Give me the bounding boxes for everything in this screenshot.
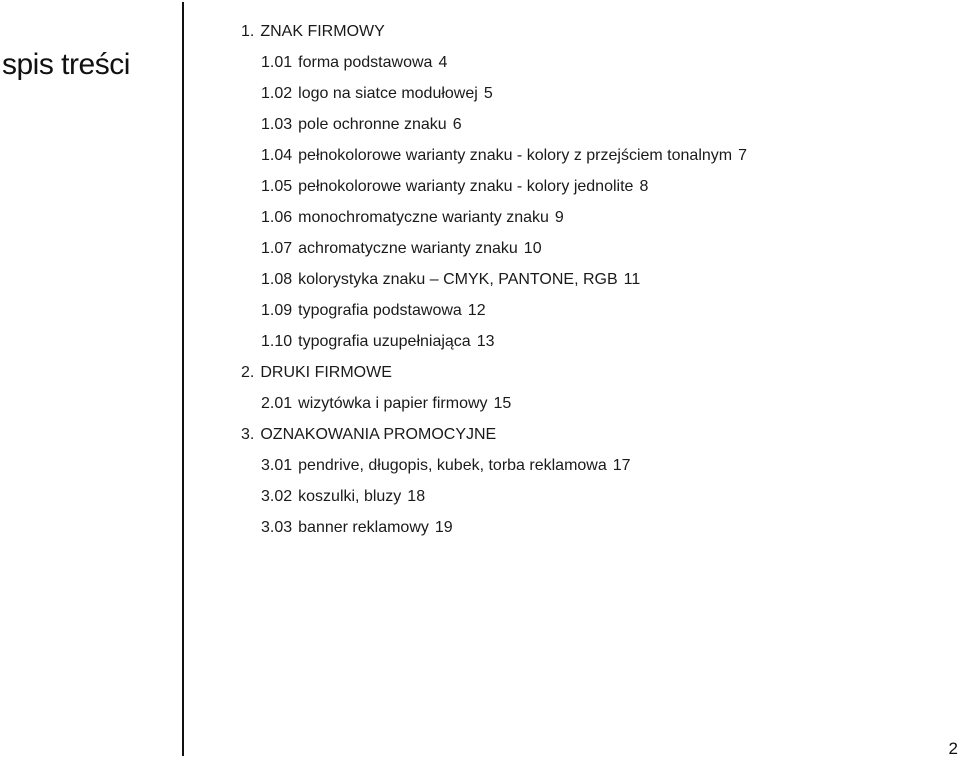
toc-label: pendrive, długopis, kubek, torba reklamowa [298,457,607,474]
toc-label: achromatyczne warianty znaku [298,240,518,257]
toc-page: 10 [523,240,542,257]
toc-label: monochromatyczne warianty znaku [298,209,549,226]
toc-number: 1.09 [261,302,293,319]
toc-entry [261,457,631,475]
toc-label: pole ochronne znaku [298,116,447,133]
toc-number: 3. [241,426,255,443]
toc-page: 11 [623,271,641,288]
toc-entry [261,333,495,351]
toc-entry [261,302,486,320]
toc-entry [261,85,493,103]
toc-label: forma podstawowa [298,54,433,71]
toc-page: 19 [434,519,453,536]
toc-label: koszulki, bluzy [298,488,402,505]
toc-section [241,23,385,41]
toc-label: kolorystyka znaku – CMYK, PANTONE, RGB [298,271,618,288]
toc-entry [261,178,648,196]
toc-label: typografia uzupełniająca [298,333,471,350]
toc-number: 1.01 [261,54,293,71]
toc-number: 1.02 [261,85,293,102]
toc-number: 1.10 [261,333,293,350]
toc-label: wizytówka i papier firmowy [298,395,488,412]
toc-number: 2.01 [261,395,293,412]
toc-number: 1.07 [261,240,293,257]
toc-label: ZNAK FIRMOWY [260,23,385,40]
toc-page: 6 [452,116,462,133]
toc-label: logo na siatce modułowej [298,85,478,102]
toc-number: 3.03 [261,519,293,536]
toc-entry [261,116,462,134]
toc-page: 9 [554,209,564,226]
toc-number: 1.04 [261,147,293,164]
toc-page: 17 [612,457,631,474]
toc-number: 1.05 [261,178,293,195]
toc-entry [261,395,511,413]
toc-number: 1.06 [261,209,293,226]
toc-label: DRUKI FIRMOWE [260,364,392,381]
toc-label: OZNAKOWANIA PROMOCYJNE [260,426,497,443]
toc-entry [261,488,425,506]
toc-label: pełnokolorowe warianty znaku - kolory z przejściem tonalnym [298,147,733,164]
toc-page: 15 [493,395,512,412]
toc-page: 8 [639,178,649,195]
page-number: 2 [948,739,958,758]
page-title: spis treści [2,48,130,82]
toc-section [241,364,392,382]
toc-label: typografia podstawowa [298,302,462,319]
toc-page: 13 [476,333,495,350]
toc-number: 3.02 [261,488,293,505]
toc-page: 12 [467,302,486,319]
toc-number: 1.08 [261,271,293,288]
toc-page: 5 [483,85,493,102]
toc-entry [261,519,453,537]
toc-entry [261,209,564,227]
toc-number: 3.01 [261,457,293,474]
toc-page: 7 [738,147,748,164]
toc-section [241,426,496,444]
toc-label: banner reklamowy [298,519,429,536]
vertical-divider [182,2,184,756]
toc-label: pełnokolorowe warianty znaku - kolory jednolite [298,178,634,195]
toc-entry [261,240,542,258]
toc-entry [261,54,447,72]
toc-number: 2. [241,364,255,381]
toc-number: 1. [241,23,255,40]
toc-entry [261,271,640,289]
toc-page: 18 [407,488,426,505]
toc-entry [261,147,747,165]
toc-page: 4 [438,54,448,71]
toc-number: 1.03 [261,116,293,133]
